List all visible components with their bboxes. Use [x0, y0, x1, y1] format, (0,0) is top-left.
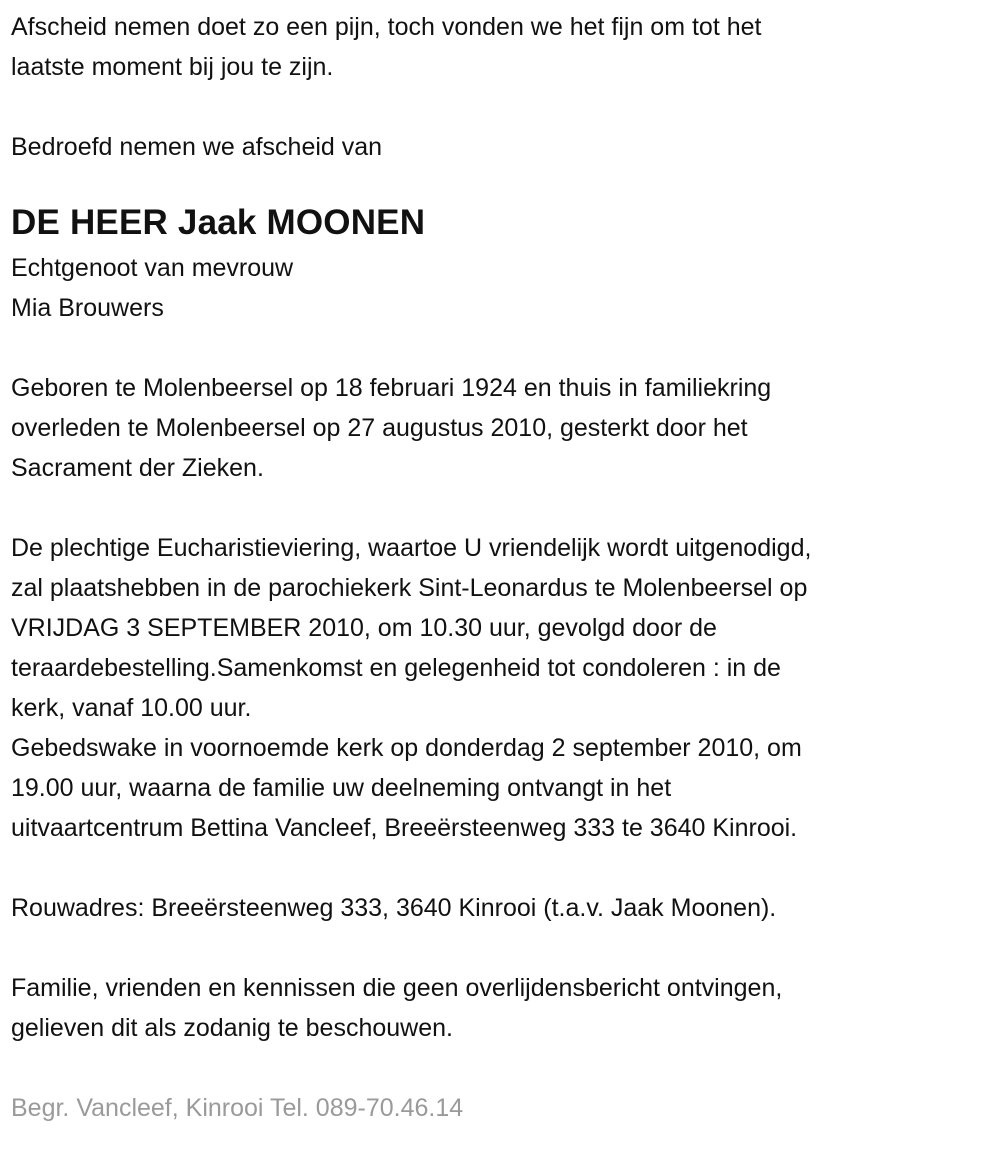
deceased-name: DE HEER Jaak MOONEN [11, 203, 426, 242]
text-line: Afscheid nemen doet zo een pijn, toch vonden we het fijn om tot het [11, 13, 762, 41]
mourning-address: Rouwadres: Breeërsteenweg 333, 3640 Kinrooi (t.a.v. Jaak Moonen). [11, 894, 777, 922]
birth-death-paragraph [11, 368, 1000, 488]
text-line: Familie, vrienden en kennissen die geen overlijdensbericht ontvingen, [11, 974, 783, 1002]
text-line: 19.00 uur, waarna de familie uw deelneming ontvangt in het [11, 774, 672, 802]
text-line: kerk, vanaf 10.00 uur. [11, 694, 252, 722]
funeral-home-footer: Begr. Vancleef, Kinrooi Tel. 089-70.46.14 [11, 1094, 464, 1122]
text-line: Sacrament der Zieken. [11, 454, 264, 482]
ceremony-paragraph [11, 528, 1000, 848]
text-line: zal plaatshebben in de parochiekerk Sint-Leonardus te Molenbeersel op [11, 574, 808, 602]
obituary-document [11, 7, 1000, 1128]
text-line: Gebedswake in voornoemde kerk op donderdag 2 september 2010, om [11, 734, 802, 762]
text-line: teraardebestelling.Samenkomst en gelegenheid tot condoleren : in de [11, 654, 781, 682]
intro-paragraph [11, 7, 1000, 87]
text-line: gelieven dit als zodanig te beschouwen. [11, 1014, 453, 1042]
notice-paragraph [11, 968, 1000, 1048]
text-line: overleden te Molenbeersel op 27 augustus 2010, gesterkt door het [11, 414, 748, 442]
text-line: Geboren te Molenbeersel op 18 februari 1924 en thuis in familiekring [11, 374, 772, 402]
text-line: uitvaartcentrum Bettina Vancleef, Breeërsteenweg 333 te 3640 Kinrooi. [11, 814, 798, 842]
announcement: Bedroefd nemen we afscheid van [11, 133, 383, 161]
text-line: Echtgenoot van mevrouw [11, 254, 294, 282]
text-line: laatste moment bij jou te zijn. [11, 53, 334, 81]
spouse-paragraph [11, 248, 1000, 328]
text-line: Mia Brouwers [11, 294, 164, 322]
text-line: VRIJDAG 3 SEPTEMBER 2010, om 10.30 uur, gevolgd door de [11, 614, 717, 642]
text-line: De plechtige Eucharistieviering, waartoe U vriendelijk wordt uitgenodigd, [11, 534, 812, 562]
